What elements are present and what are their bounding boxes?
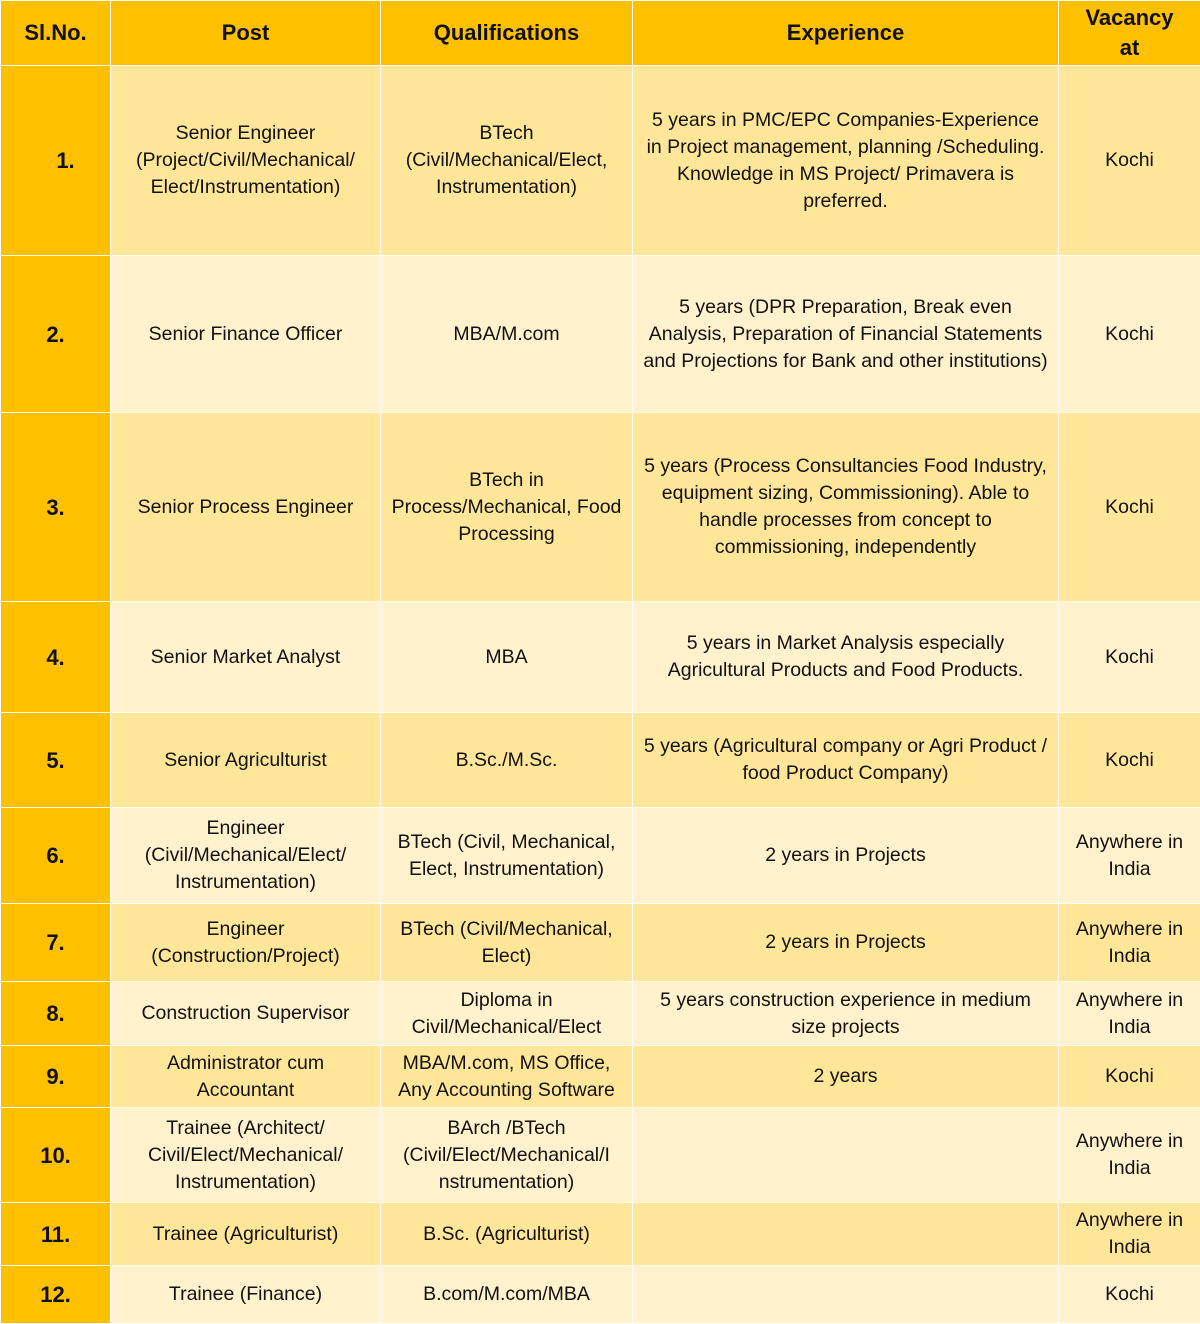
table-row [1,982,1200,1046]
cell-experience: 5 years construction experience in medium size projects [633,982,1059,1046]
cell-sl-no: 3. [1,413,111,602]
table-row [1,66,1200,256]
cell-post: Senior Market Analyst [111,602,381,713]
cell-experience: 5 years (Agricultural company or Agri Product / food Product Company) [633,713,1059,808]
cell-experience: 2 years in Projects [633,904,1059,982]
cell-vacancy-at: Kochi [1059,713,1200,808]
header-qualifications: Qualifications [381,1,633,66]
cell-post: Trainee (Architect/ Civil/Elect/Mechanical/ Instrumentation) [111,1108,381,1203]
cell-sl-no: 11. [1,1203,111,1266]
cell-experience: 5 years in Market Analysis especially Agricultural Products and Food Products. [633,602,1059,713]
table-row [1,413,1200,602]
cell-sl-no: 4. [1,602,111,713]
table-row [1,808,1200,904]
cell-post: Senior Agriculturist [111,713,381,808]
cell-post: Trainee (Agriculturist) [111,1203,381,1266]
cell-vacancy-at: Kochi [1059,602,1200,713]
cell-experience: 2 years in Projects [633,808,1059,904]
cell-sl-no: 6. [1,808,111,904]
cell-post: Senior Finance Officer [111,256,381,413]
cell-qualifications: BTech (Civil/Mechanical, Elect) [381,904,633,982]
cell-vacancy-at: Kochi [1059,66,1200,256]
table-row [1,1266,1200,1324]
cell-qualifications: B.com/M.com/MBA [381,1266,633,1324]
cell-experience: 5 years (DPR Preparation, Break even Analysis, Preparation of Financial Statements and Projections for Bank and other institutions) [633,256,1059,413]
cell-sl-no: 9. [1,1046,111,1108]
header-vacancy-at: Vacancy at [1059,1,1200,66]
cell-qualifications: BTech in Process/Mechanical, Food Processing [381,413,633,602]
cell-experience: 5 years (Process Consultancies Food Industry, equipment sizing, Commissioning). Able to handle processes from concept to commissioning, independently [633,413,1059,602]
cell-qualifications: MBA/M.com, MS Office, Any Accounting Software [381,1046,633,1108]
cell-vacancy-at: Kochi [1059,256,1200,413]
header-sl-no: Sl.No. [1,1,111,66]
cell-post: Engineer (Construction/Project) [111,904,381,982]
table-row [1,602,1200,713]
cell-vacancy-at: Kochi [1059,413,1200,602]
table-header [1,1,1200,66]
cell-qualifications: BTech (Civil/Mechanical/Elect, Instrumentation) [381,66,633,256]
cell-qualifications: Diploma in Civil/Mechanical/Elect [381,982,633,1046]
cell-post: Engineer (Civil/Mechanical/Elect/ Instrumentation) [111,808,381,904]
cell-qualifications: B.Sc. (Agriculturist) [381,1203,633,1266]
cell-vacancy-at: Kochi [1059,1046,1200,1108]
table-row [1,713,1200,808]
table-row [1,1203,1200,1266]
cell-experience [633,1108,1059,1203]
table-row [1,904,1200,982]
header-experience: Experience [633,1,1059,66]
cell-sl-no: 10. [1,1108,111,1203]
cell-vacancy-at: Anywhere in India [1059,808,1200,904]
cell-vacancy-at: Kochi [1059,1266,1200,1324]
cell-sl-no: 12. [1,1266,111,1324]
table-row [1,1108,1200,1203]
cell-qualifications: BArch /BTech (Civil/Elect/Mechanical/I nstrumentation) [381,1108,633,1203]
cell-sl-no: 5. [1,713,111,808]
table-row [1,256,1200,413]
cell-post: Administrator cum Accountant [111,1046,381,1108]
cell-experience: 5 years in PMC/EPC Companies-Experience in Project management, planning /Scheduling. Knowledge in MS Project/ Primavera is preferred. [633,66,1059,256]
cell-qualifications: MBA [381,602,633,713]
cell-vacancy-at: Anywhere in India [1059,1108,1200,1203]
cell-post: Senior Engineer (Project/Civil/Mechanical/ Elect/Instrumentation) [111,66,381,256]
header-row [1,1,1200,66]
cell-experience: 2 years [633,1046,1059,1108]
cell-post: Senior Process Engineer [111,413,381,602]
cell-sl-no: 8. [1,982,111,1046]
cell-vacancy-at: Anywhere in India [1059,982,1200,1046]
cell-vacancy-at: Anywhere in India [1059,904,1200,982]
cell-qualifications: MBA/M.com [381,256,633,413]
cell-experience [633,1203,1059,1266]
cell-post: Construction Supervisor [111,982,381,1046]
cell-sl-no: 1. [1,66,111,256]
cell-post: Trainee (Finance) [111,1266,381,1324]
cell-qualifications: BTech (Civil, Mechanical, Elect, Instrumentation) [381,808,633,904]
cell-sl-no: 7. [1,904,111,982]
table-row [1,1046,1200,1108]
cell-qualifications: B.Sc./M.Sc. [381,713,633,808]
cell-vacancy-at: Anywhere in India [1059,1203,1200,1266]
cell-experience [633,1266,1059,1324]
table-body [1,66,1200,1324]
cell-sl-no: 2. [1,256,111,413]
header-post: Post [111,1,381,66]
